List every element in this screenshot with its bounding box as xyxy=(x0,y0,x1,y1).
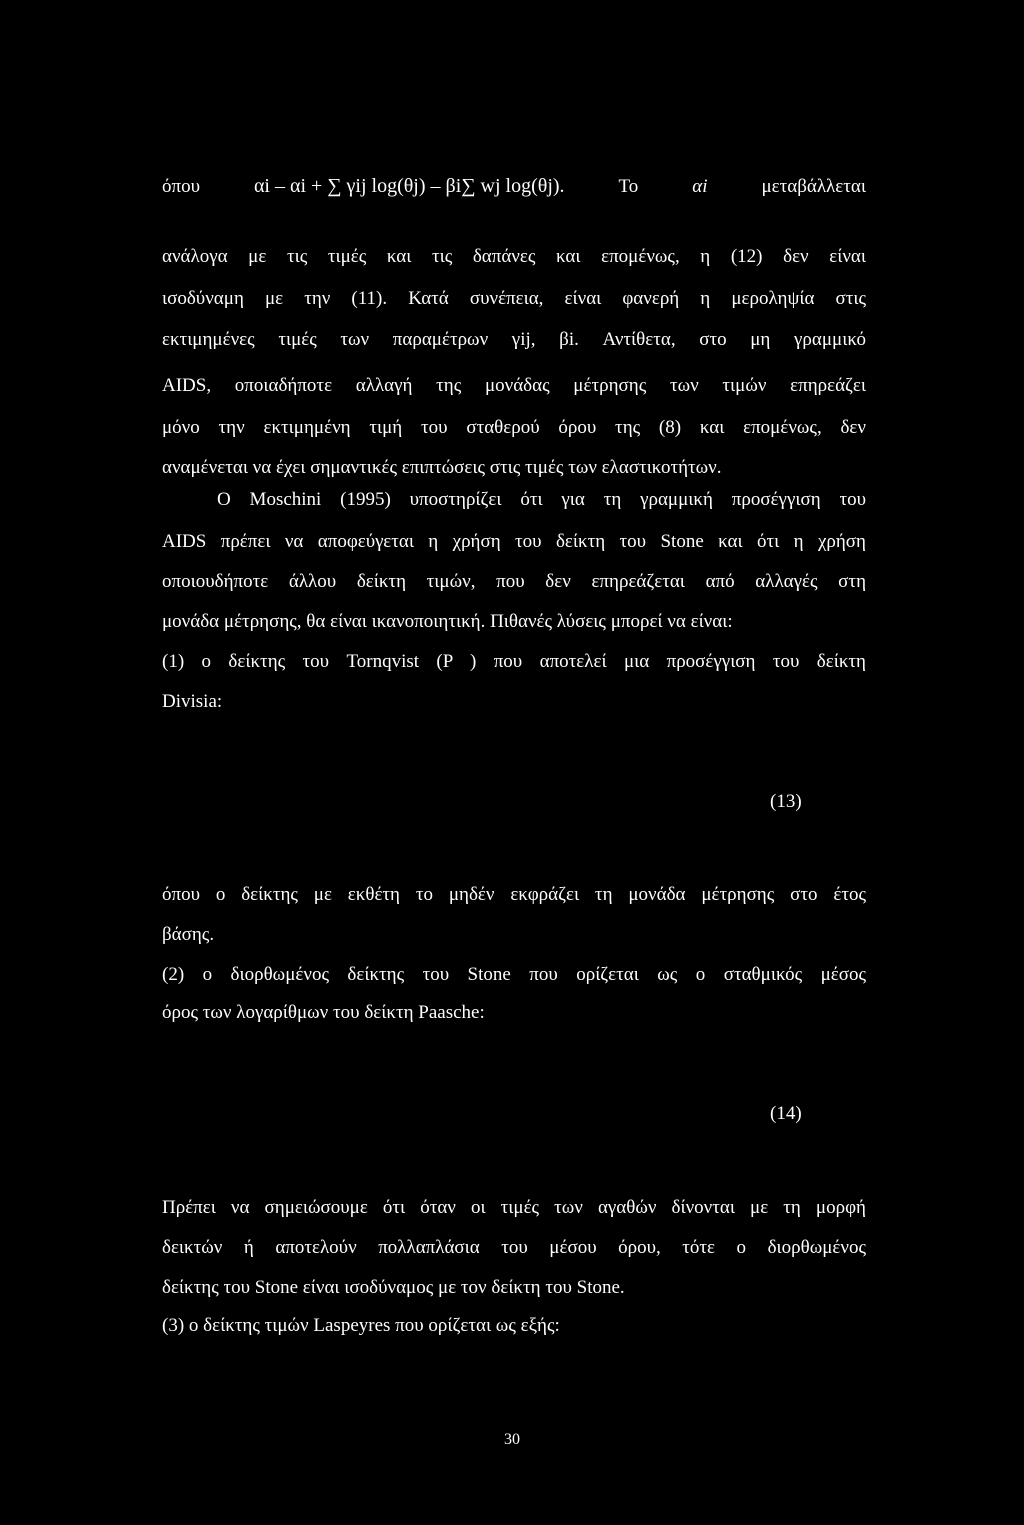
text-line: ισοδύναμη με την (11). Κατά συνέπεια, είναι φανερή η μεροληψία στις xyxy=(162,288,866,309)
text-line: εκτιμημένες τιμές των παραμέτρων γij, βi. Αντίθετα, στο μη γραμμικό xyxy=(162,329,866,350)
text-line: όπου ο δείκτης με εκθέτη το μηδέν εκφράζει τη μονάδα μέτρησης στο έτος xyxy=(162,884,866,905)
formula-lead: όπου xyxy=(162,176,200,197)
text-line: Πρέπει να σημειώσουμε ότι όταν οι τιμές των αγαθών δίνονται με τη μορφή xyxy=(162,1197,866,1218)
text-line: δείκτης του Stone είναι ισοδύναμος με τον δείκτη του Stone. xyxy=(162,1277,625,1298)
text-line-indented: Ο Moschini (1995) υποστηρίζει ότι για τη γραμμική προσέγγιση του xyxy=(217,489,866,510)
equation-number: (14) xyxy=(770,1103,802,1124)
text-line: (2) ο διορθωμένος δείκτης του Stone που ορίζεται ως ο σταθμικός μέσος xyxy=(162,964,866,985)
page-number: 30 xyxy=(504,1431,520,1448)
text-line: (1) ο δείκτης του Tornqvist (P ) που αποτελεί μια προσέγγιση του δείκτη xyxy=(162,651,866,672)
text-line: μονάδα μέτρησης, θα είναι ικανοποιητική. Πιθανές λύσεις μπορεί να είναι: xyxy=(162,611,733,632)
text-line: AIDS πρέπει να αποφεύγεται η χρήση του δείκτη του Stone και ότι η χρήση xyxy=(162,531,866,552)
formula-expression: αi – αi + ∑ γij log(θj) – βi∑ wj log(θj). xyxy=(253,175,565,197)
equation-number: (13) xyxy=(770,791,802,812)
text-line: Divisia: xyxy=(162,691,223,712)
formula-line xyxy=(162,172,866,201)
formula-tail: μεταβάλλεται xyxy=(761,176,866,197)
text-line: βάσης. xyxy=(162,924,215,945)
formula-symbol: αi xyxy=(692,176,708,197)
text-line: όρος των λογαρίθμων του δείκτη Paasche: xyxy=(162,1002,485,1023)
text-line: (3) ο δείκτης τιμών Laspeyres που ορίζεται ως εξής: xyxy=(162,1315,560,1336)
text-line: δεικτών ή αποτελούν πολλαπλάσια του μέσου όρου, τότε ο διορθωμένος xyxy=(162,1237,866,1258)
text-line: AIDS, οποιαδήποτε αλλαγή της μονάδας μέτρησης των τιμών επηρεάζει xyxy=(162,375,866,396)
text-line: ανάλογα με τις τιμές και τις δαπάνες και επομένως, η (12) δεν είναι xyxy=(162,246,866,267)
text-line: μόνο την εκτιμημένη τιμή του σταθερού όρου της (8) και επομένως, δεν xyxy=(162,417,866,438)
text-line: οποιουδήποτε άλλου δείκτη τιμών, που δεν επηρεάζεται από αλλαγές στη xyxy=(162,571,866,592)
formula-word-to: Το xyxy=(618,176,639,197)
text-line: αναμένεται να έχει σημαντικές επιπτώσεις στις τιμές των ελαστικοτήτων. xyxy=(162,457,722,478)
